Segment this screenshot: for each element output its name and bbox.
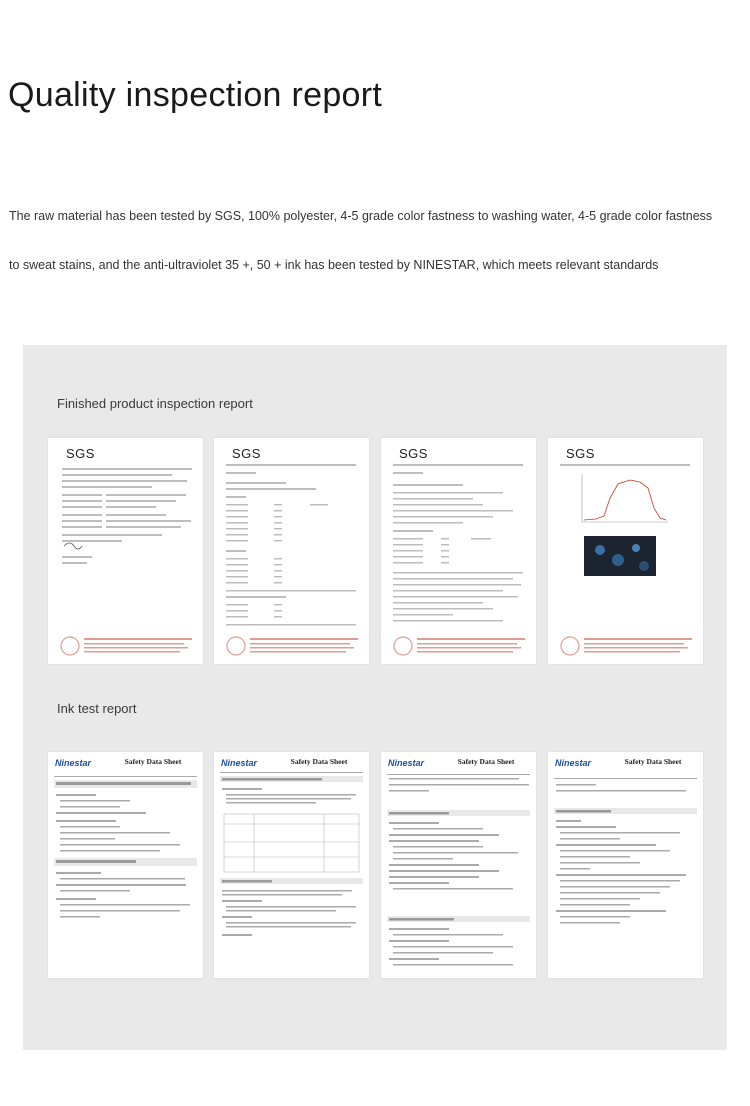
reports-panel — [23, 345, 727, 1050]
sgs-report-page-2[interactable] — [214, 438, 369, 664]
safety-data-sheet-page-1[interactable] — [48, 752, 203, 978]
ninestar-logo: Ninestar — [388, 758, 425, 768]
ninestar-logo: Ninestar — [555, 758, 592, 768]
safety-data-sheet-page-4[interactable] — [548, 752, 703, 978]
ninestar-logo: Ninestar — [221, 758, 258, 768]
sgs-report-page-3[interactable] — [381, 438, 536, 664]
sgs-logo: SGS — [566, 446, 595, 461]
sgs-logo: SGS — [66, 446, 95, 461]
sgs-report-page-1[interactable] — [48, 438, 203, 664]
ink-test-section-label: Ink test report — [57, 701, 137, 716]
safety-data-sheet-title: Safety Data Sheet — [457, 757, 515, 766]
sgs-report-page-4[interactable] — [548, 438, 703, 664]
page-title: Quality inspection report — [8, 76, 383, 114]
description-line-2: to sweat stains, and the anti-ultraviolet 35 +, 50 + ink has been tested by NINESTAR, which meets relevant standards — [9, 258, 659, 272]
safety-data-sheet-title: Safety Data Sheet — [290, 757, 348, 766]
sgs-logo: SGS — [232, 446, 261, 461]
safety-data-sheet-title: Safety Data Sheet — [624, 757, 682, 766]
safety-data-sheet-page-3[interactable] — [381, 752, 536, 978]
description-line-1: The raw material has been tested by SGS, 100% polyester, 4-5 grade color fastness to washing water, 4-5 grade color fastness — [9, 209, 713, 223]
safety-data-sheet-page-2[interactable] — [214, 752, 369, 978]
safety-data-sheet-title: Safety Data Sheet — [124, 757, 182, 766]
ninestar-logo: Ninestar — [55, 758, 92, 768]
sgs-logo: SGS — [399, 446, 428, 461]
finished-product-section-label: Finished product inspection report — [57, 396, 253, 411]
